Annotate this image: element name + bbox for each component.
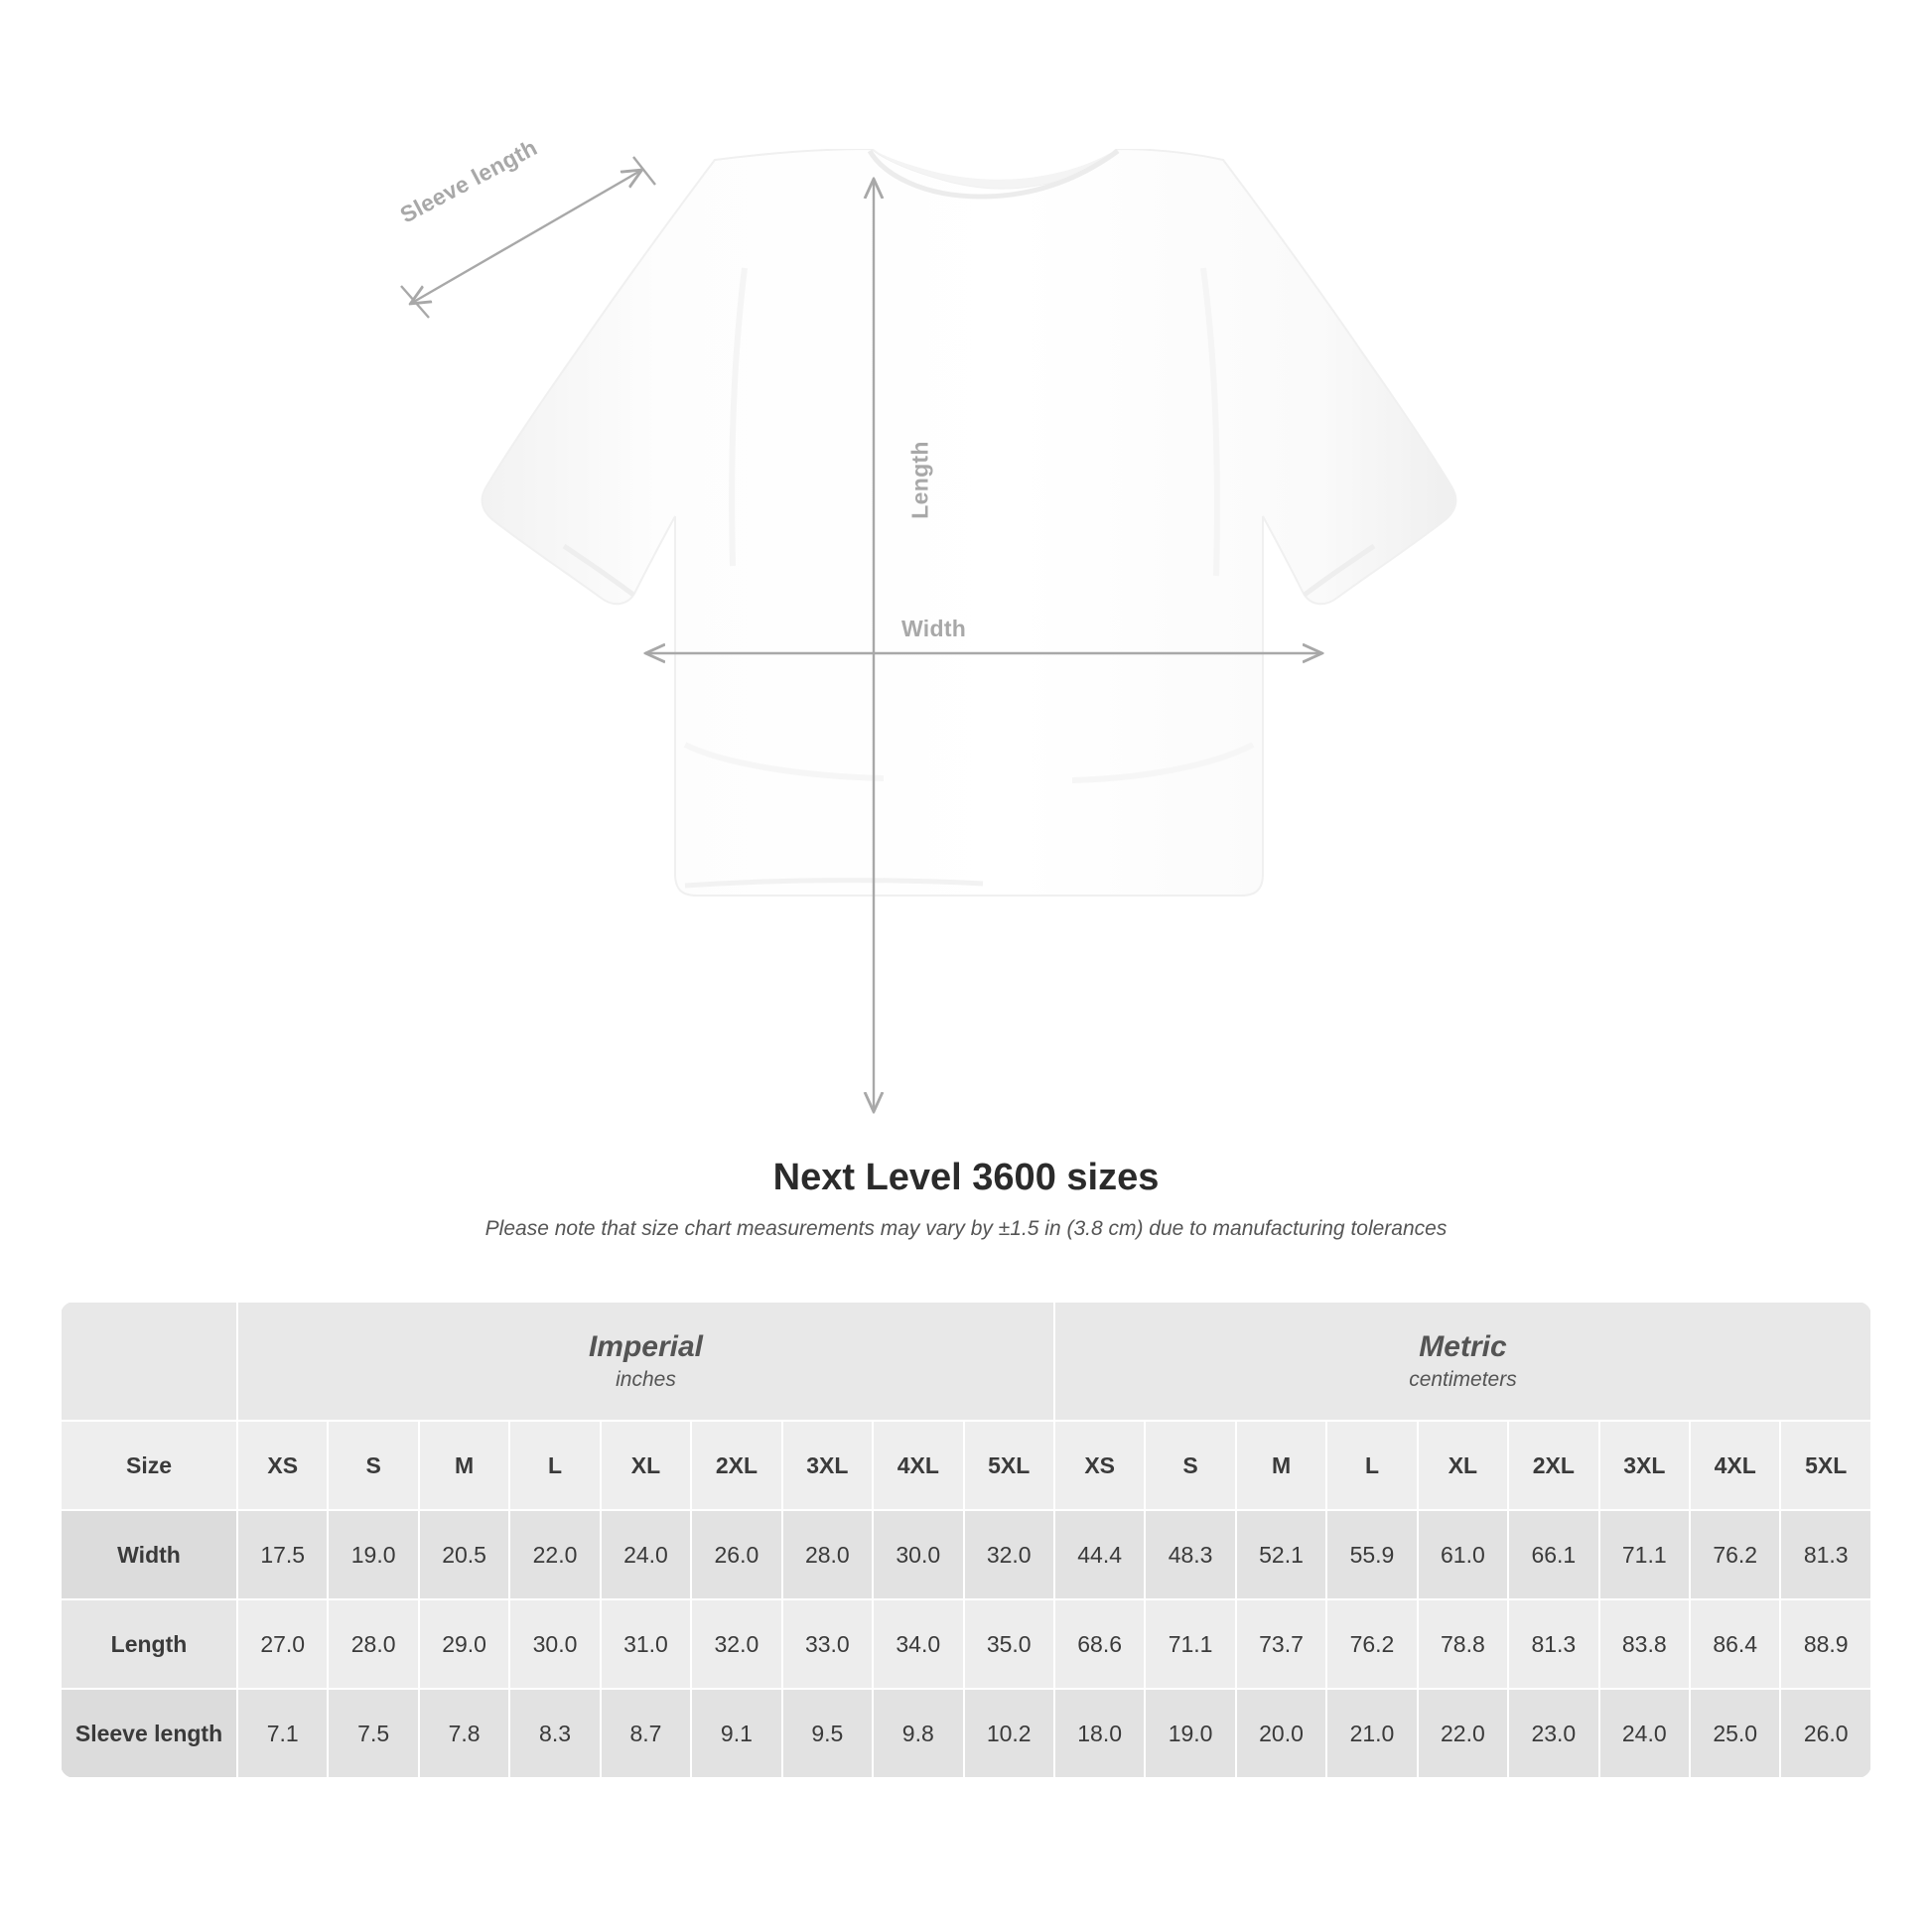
length-label: Length xyxy=(906,441,933,519)
cell-sleeve-imperial-m: 7.8 xyxy=(419,1689,509,1778)
cell-length-imperial-l: 30.0 xyxy=(509,1599,600,1689)
cell-length-metric-xl: 78.8 xyxy=(1418,1599,1508,1689)
header-imperial-xl: XL xyxy=(601,1421,691,1510)
cell-sleeve-metric-3xl: 24.0 xyxy=(1599,1689,1690,1778)
cell-sleeve-metric-5xl: 26.0 xyxy=(1780,1689,1871,1778)
unit-name-imperial: Imperial xyxy=(588,1329,703,1363)
width-label: Width xyxy=(901,616,967,641)
header-imperial-l: L xyxy=(509,1421,600,1510)
header-imperial-4xl: 4XL xyxy=(873,1421,963,1510)
cell-sleeve-metric-m: 20.0 xyxy=(1236,1689,1326,1778)
cell-sleeve-imperial-5xl: 10.2 xyxy=(964,1689,1054,1778)
cell-length-imperial-4xl: 34.0 xyxy=(873,1599,963,1689)
row-label-sleeve-length: Sleeve length xyxy=(61,1689,237,1778)
cell-length-metric-4xl: 86.4 xyxy=(1690,1599,1780,1689)
unit-header-row xyxy=(61,1302,1871,1421)
cell-length-metric-3xl: 83.8 xyxy=(1599,1599,1690,1689)
table-row xyxy=(61,1689,1871,1778)
unit-group-metric xyxy=(1054,1302,1871,1421)
header-metric-m: M xyxy=(1236,1421,1326,1510)
cell-length-imperial-xl: 31.0 xyxy=(601,1599,691,1689)
cell-sleeve-metric-s: 19.0 xyxy=(1145,1689,1235,1778)
header-imperial-s: S xyxy=(328,1421,418,1510)
cell-width-imperial-5xl: 32.0 xyxy=(964,1510,1054,1599)
cell-width-imperial-xl: 24.0 xyxy=(601,1510,691,1599)
cell-width-metric-l: 55.9 xyxy=(1326,1510,1417,1599)
cell-length-imperial-m: 29.0 xyxy=(419,1599,509,1689)
page-title: Next Level 3600 sizes xyxy=(772,1157,1160,1198)
header-metric-4xl: 4XL xyxy=(1690,1421,1780,1510)
unit-group-imperial xyxy=(237,1302,1054,1421)
sleeve-length-label: Sleeve length xyxy=(395,134,542,228)
cell-width-metric-xs: 44.4 xyxy=(1054,1510,1145,1599)
cell-sleeve-imperial-xl: 8.7 xyxy=(601,1689,691,1778)
cell-sleeve-imperial-2xl: 9.1 xyxy=(691,1689,781,1778)
cell-width-metric-2xl: 66.1 xyxy=(1508,1510,1598,1599)
header-metric-xs: XS xyxy=(1054,1421,1145,1510)
cell-length-imperial-s: 28.0 xyxy=(328,1599,418,1689)
cell-width-imperial-4xl: 30.0 xyxy=(873,1510,963,1599)
cell-sleeve-imperial-4xl: 9.8 xyxy=(873,1689,963,1778)
cell-sleeve-imperial-xs: 7.1 xyxy=(237,1689,328,1778)
cell-length-metric-l: 76.2 xyxy=(1326,1599,1417,1689)
header-imperial-m: M xyxy=(419,1421,509,1510)
cell-width-metric-3xl: 71.1 xyxy=(1599,1510,1690,1599)
cell-width-metric-xl: 61.0 xyxy=(1418,1510,1508,1599)
cell-length-metric-2xl: 81.3 xyxy=(1508,1599,1598,1689)
table-row xyxy=(61,1510,1871,1599)
header-metric-3xl: 3XL xyxy=(1599,1421,1690,1510)
cell-length-metric-xs: 68.6 xyxy=(1054,1599,1145,1689)
cell-length-imperial-xs: 27.0 xyxy=(237,1599,328,1689)
header-metric-s: S xyxy=(1145,1421,1235,1510)
row-label-width: Width xyxy=(61,1510,237,1599)
cell-length-metric-s: 71.1 xyxy=(1145,1599,1235,1689)
cell-sleeve-metric-l: 21.0 xyxy=(1326,1689,1417,1778)
unit-sub-metric: centimeters xyxy=(1409,1368,1517,1392)
title-block xyxy=(0,1157,1932,1241)
cell-width-imperial-2xl: 26.0 xyxy=(691,1510,781,1599)
size-table xyxy=(60,1301,1872,1779)
cell-sleeve-imperial-3xl: 9.5 xyxy=(782,1689,873,1778)
cell-length-imperial-3xl: 33.0 xyxy=(782,1599,873,1689)
cell-length-metric-5xl: 88.9 xyxy=(1780,1599,1871,1689)
cell-width-metric-s: 48.3 xyxy=(1145,1510,1235,1599)
header-imperial-5xl: 5XL xyxy=(964,1421,1054,1510)
cell-width-metric-5xl: 81.3 xyxy=(1780,1510,1871,1599)
cell-sleeve-imperial-s: 7.5 xyxy=(328,1689,418,1778)
cell-sleeve-metric-xs: 18.0 xyxy=(1054,1689,1145,1778)
header-imperial-2xl: 2XL xyxy=(691,1421,781,1510)
header-metric-xl: XL xyxy=(1418,1421,1508,1510)
cell-sleeve-imperial-l: 8.3 xyxy=(509,1689,600,1778)
header-size: Size xyxy=(61,1421,237,1510)
size-table-wrapper xyxy=(60,1301,1872,1779)
cell-width-imperial-m: 20.5 xyxy=(419,1510,509,1599)
cell-sleeve-metric-4xl: 25.0 xyxy=(1690,1689,1780,1778)
cell-width-imperial-l: 22.0 xyxy=(509,1510,600,1599)
cell-width-imperial-xs: 17.5 xyxy=(237,1510,328,1599)
header-metric-l: L xyxy=(1326,1421,1417,1510)
tolerance-note: Please note that size chart measurements may vary by ±1.5 in (3.8 cm) due to manufacturing tolerances xyxy=(484,1217,1448,1240)
cell-sleeve-metric-2xl: 23.0 xyxy=(1508,1689,1598,1778)
table-corner xyxy=(61,1302,237,1421)
row-label-length: Length xyxy=(61,1599,237,1689)
header-imperial-xs: XS xyxy=(237,1421,328,1510)
header-metric-5xl: 5XL xyxy=(1780,1421,1871,1510)
unit-name-metric: Metric xyxy=(1419,1329,1507,1363)
cell-width-metric-4xl: 76.2 xyxy=(1690,1510,1780,1599)
cell-length-metric-m: 73.7 xyxy=(1236,1599,1326,1689)
cell-sleeve-metric-xl: 22.0 xyxy=(1418,1689,1508,1778)
cell-width-metric-m: 52.1 xyxy=(1236,1510,1326,1599)
cell-length-imperial-5xl: 35.0 xyxy=(964,1599,1054,1689)
table-row xyxy=(61,1599,1871,1689)
cell-width-imperial-3xl: 28.0 xyxy=(782,1510,873,1599)
unit-sub-imperial: inches xyxy=(616,1368,676,1392)
cell-width-imperial-s: 19.0 xyxy=(328,1510,418,1599)
header-imperial-3xl: 3XL xyxy=(782,1421,873,1510)
size-header-row xyxy=(61,1421,1871,1510)
cell-length-imperial-2xl: 32.0 xyxy=(691,1599,781,1689)
header-metric-2xl: 2XL xyxy=(1508,1421,1598,1510)
